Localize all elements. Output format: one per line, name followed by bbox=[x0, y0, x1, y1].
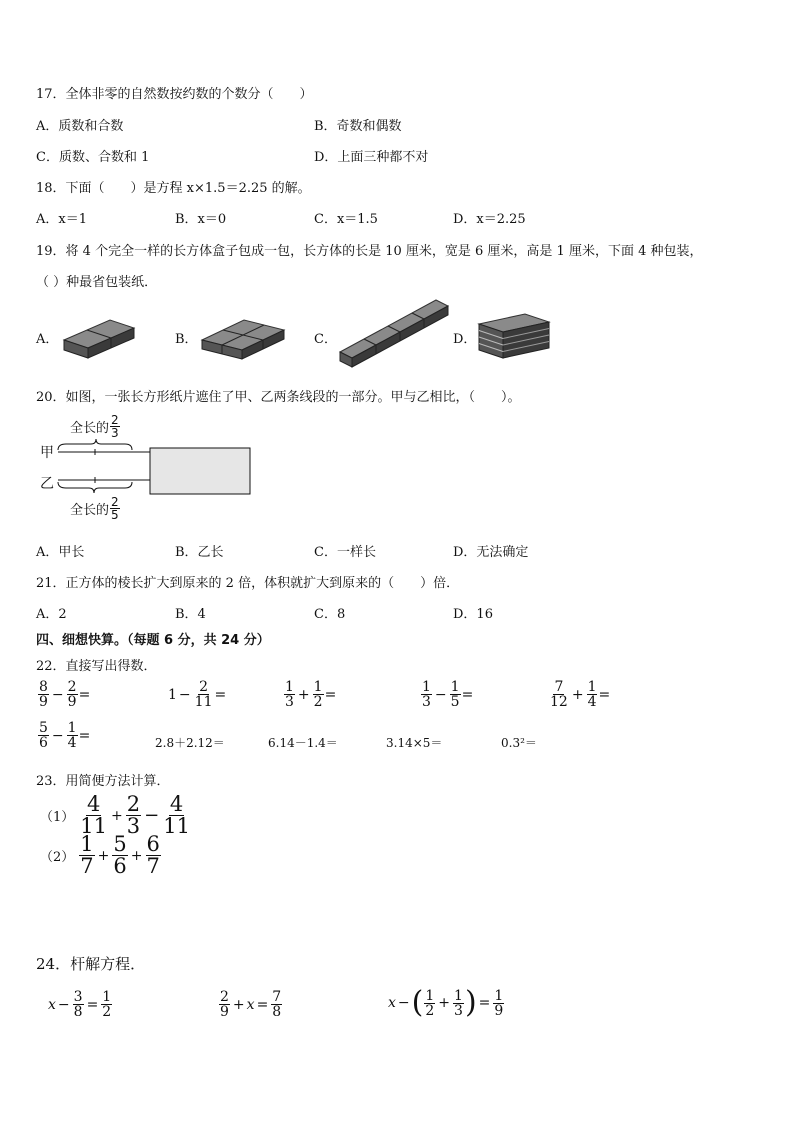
q23-expr-2: （2） $\frac{1}{7}$ + $\frac{5}{6}$ + $\frac{6}{7}$ bbox=[40, 832, 160, 878]
q20-option-b: B．乙长 bbox=[175, 545, 224, 560]
box-pack-b-image bbox=[200, 308, 286, 360]
q22-expr-3: $\frac{1}{3}$ + $\frac{1}{2}$ = bbox=[285, 679, 337, 710]
q21-option-a: A．2 bbox=[36, 607, 67, 622]
q21-option-b: B．4 bbox=[175, 607, 206, 622]
q21-option-c: C．8 bbox=[314, 607, 346, 622]
q24-equation-1: x − $\frac{3}{8}$ = $\frac{1}{2}$ bbox=[48, 989, 112, 1020]
q20-option-d: D．无法确定 bbox=[453, 545, 529, 560]
q18-option-b: B．x＝0 bbox=[175, 212, 227, 227]
q22-expr-6: $\frac{5}{6}$ − $\frac{1}{4}$ = bbox=[39, 720, 91, 751]
q23-stem: 23．用简便方法计算． bbox=[36, 774, 170, 789]
q20-figure bbox=[36, 414, 256, 526]
bottom-label-denominator: 5 bbox=[111, 508, 119, 522]
q22-expr-10: 0.3²＝ bbox=[501, 736, 537, 750]
segments-diagram bbox=[36, 414, 256, 526]
q22-expr-1: $\frac{8}{9}$ − $\frac{2}{9}$ = bbox=[39, 679, 91, 710]
q20-option-a: A．甲长 bbox=[36, 545, 85, 560]
q22-expr-2: 1 − $\frac{2}{11}$ = bbox=[168, 679, 227, 710]
q21-option-d: D．16 bbox=[453, 607, 493, 622]
q24-equation-2: $\frac{2}{9}$ + x = $\frac{7}{8}$ bbox=[220, 989, 282, 1020]
q19-option-b: B． bbox=[175, 332, 198, 347]
bottom-label-numerator: 2 bbox=[111, 495, 119, 509]
q20-stem: 20．如图，一张长方形纸片遮住了甲、乙两条线段的一部分。甲与乙相比，（ ）。 bbox=[36, 390, 521, 405]
bottom-label-text: 全长的 bbox=[70, 503, 110, 518]
q24-stem: 24．杆解方程． bbox=[36, 955, 146, 973]
box-pack-c-image bbox=[338, 296, 450, 370]
q18-option-c: C．x＝1.5 bbox=[314, 212, 378, 227]
q23-label-1: （1） bbox=[40, 810, 75, 825]
q19-option-d: D． bbox=[453, 332, 477, 347]
section-4-title: 四、细想快算。（每题 6 分，共 24 分） bbox=[36, 633, 270, 648]
q22-expr-4: $\frac{1}{3}$ − $\frac{1}{5}$ = bbox=[422, 679, 474, 710]
q22-expr-9: 3.14×5＝ bbox=[386, 736, 443, 750]
top-label-text: 全长的 bbox=[70, 421, 110, 436]
q22-expr-7: 2.8＋2.12＝ bbox=[155, 736, 225, 750]
top-label-numerator: 2 bbox=[111, 413, 119, 427]
q23-expr-1: （1） $\frac{4}{11}$ + $\frac{2}{3}$ − $\frac{4}{11}$ bbox=[40, 792, 190, 838]
q18-stem: 18．下面（ ）是方程 x×1.5＝2.25 的解。 bbox=[36, 181, 311, 196]
q23-label-2: （2） bbox=[40, 850, 75, 865]
q22-stem: 22．直接写出得数． bbox=[36, 659, 157, 674]
q20-option-c: C．一样长 bbox=[314, 545, 376, 560]
q17-option-d: D．上面三种都不对 bbox=[314, 150, 429, 165]
q18-option-d: D．x＝2.25 bbox=[453, 212, 526, 227]
q17-stem: 17．全体非零的自然数按约数的个数分（ ） bbox=[36, 87, 313, 102]
q22-expr-5: $\frac{7}{12}$ + $\frac{1}{4}$ = bbox=[550, 679, 611, 710]
q17-option-a: A．质数和合数 bbox=[36, 119, 124, 134]
label-yi: 乙 bbox=[40, 476, 54, 492]
q22-expr-8: 6.14－1.4＝ bbox=[268, 736, 338, 750]
q19-stem-line2: （ ）种最省包装纸． bbox=[36, 275, 158, 290]
q19-stem-line1: 19．将 4 个完全一样的长方体盒子包成一包，长方体的长是 10 厘米，宽是 6 厘米，高是 1 厘米，下面 4 种包装， bbox=[36, 244, 703, 259]
q17-option-c: C．质数、合数和 1 bbox=[36, 150, 150, 165]
bottom-fraction-label bbox=[70, 496, 121, 521]
label-jia: 甲 bbox=[40, 445, 54, 461]
box-pack-a-image bbox=[62, 310, 136, 360]
q19-option-c: C． bbox=[314, 332, 337, 347]
q18-option-a: A．x＝1 bbox=[36, 212, 87, 227]
box-pack-d-image bbox=[477, 312, 551, 360]
top-label-denominator: 3 bbox=[111, 426, 119, 440]
q17-option-b: B．奇数和偶数 bbox=[314, 119, 402, 134]
q24-equation-3: x − ( $\frac{1}{2}$ + $\frac{1}{3}$ ) = $\frac{1}{9}$ bbox=[388, 985, 504, 1020]
top-fraction-label bbox=[70, 414, 121, 439]
q19-option-a: A． bbox=[36, 332, 59, 347]
q21-stem: 21．正方体的棱长扩大到原来的 2 倍，体积就扩大到原来的（ ）倍． bbox=[36, 576, 460, 591]
